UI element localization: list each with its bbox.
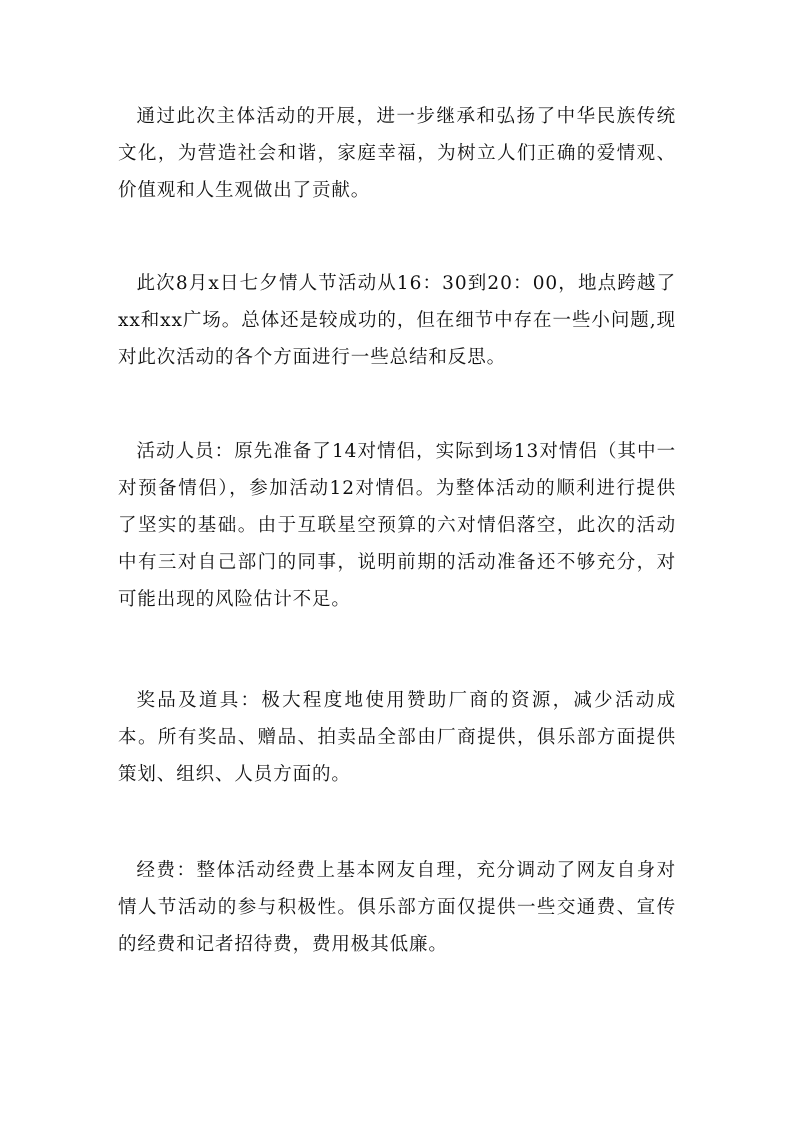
paragraph-participants: 活动人员：原先准备了14对情侣，实际到场13对情侣（其中一对预备情侣），参加活动12对情侣。为整体活动的顺利进行提供了坚实的基础。由于互联星空预算的六对情侣落空，此次的活动中有三对自己部门的同事，说明前期的活动准备还不够充分，对可能出现的风险估计不足。 (118, 441, 676, 610)
paragraph-prizes-and-props: 奖品及道具：极大程度地使用赞助厂商的资源，减少活动成本。所有奖品、赠品、拍卖品全部由厂商提供，俱乐部方面提供策划、组织、人员方面的。 (118, 690, 676, 785)
paragraph-funding: 经费：整体活动经费上基本网友自理，充分调动了网友自身对情人节活动的参与积极性。俱乐部方面仅提供一些交通费、宣传的经费和记者招待费，费用极其低廉。 (118, 860, 676, 955)
paragraph-activity-significance: 通过此次主体活动的开展，进一步继承和弘扬了中华民族传统文化，为营造社会和谐，家庭幸福，为树立人们正确的爱情观、价值观和人生观做出了贡献。 (118, 106, 676, 201)
paragraph-event-overview: 此次8月x日七夕情人节活动从16：30到20：00，地点跨越了xx和xx广场。总体还是较成功的，但在细节中存在一些小问题,现对此次活动的各个方面进行一些总结和反思。 (118, 273, 676, 368)
